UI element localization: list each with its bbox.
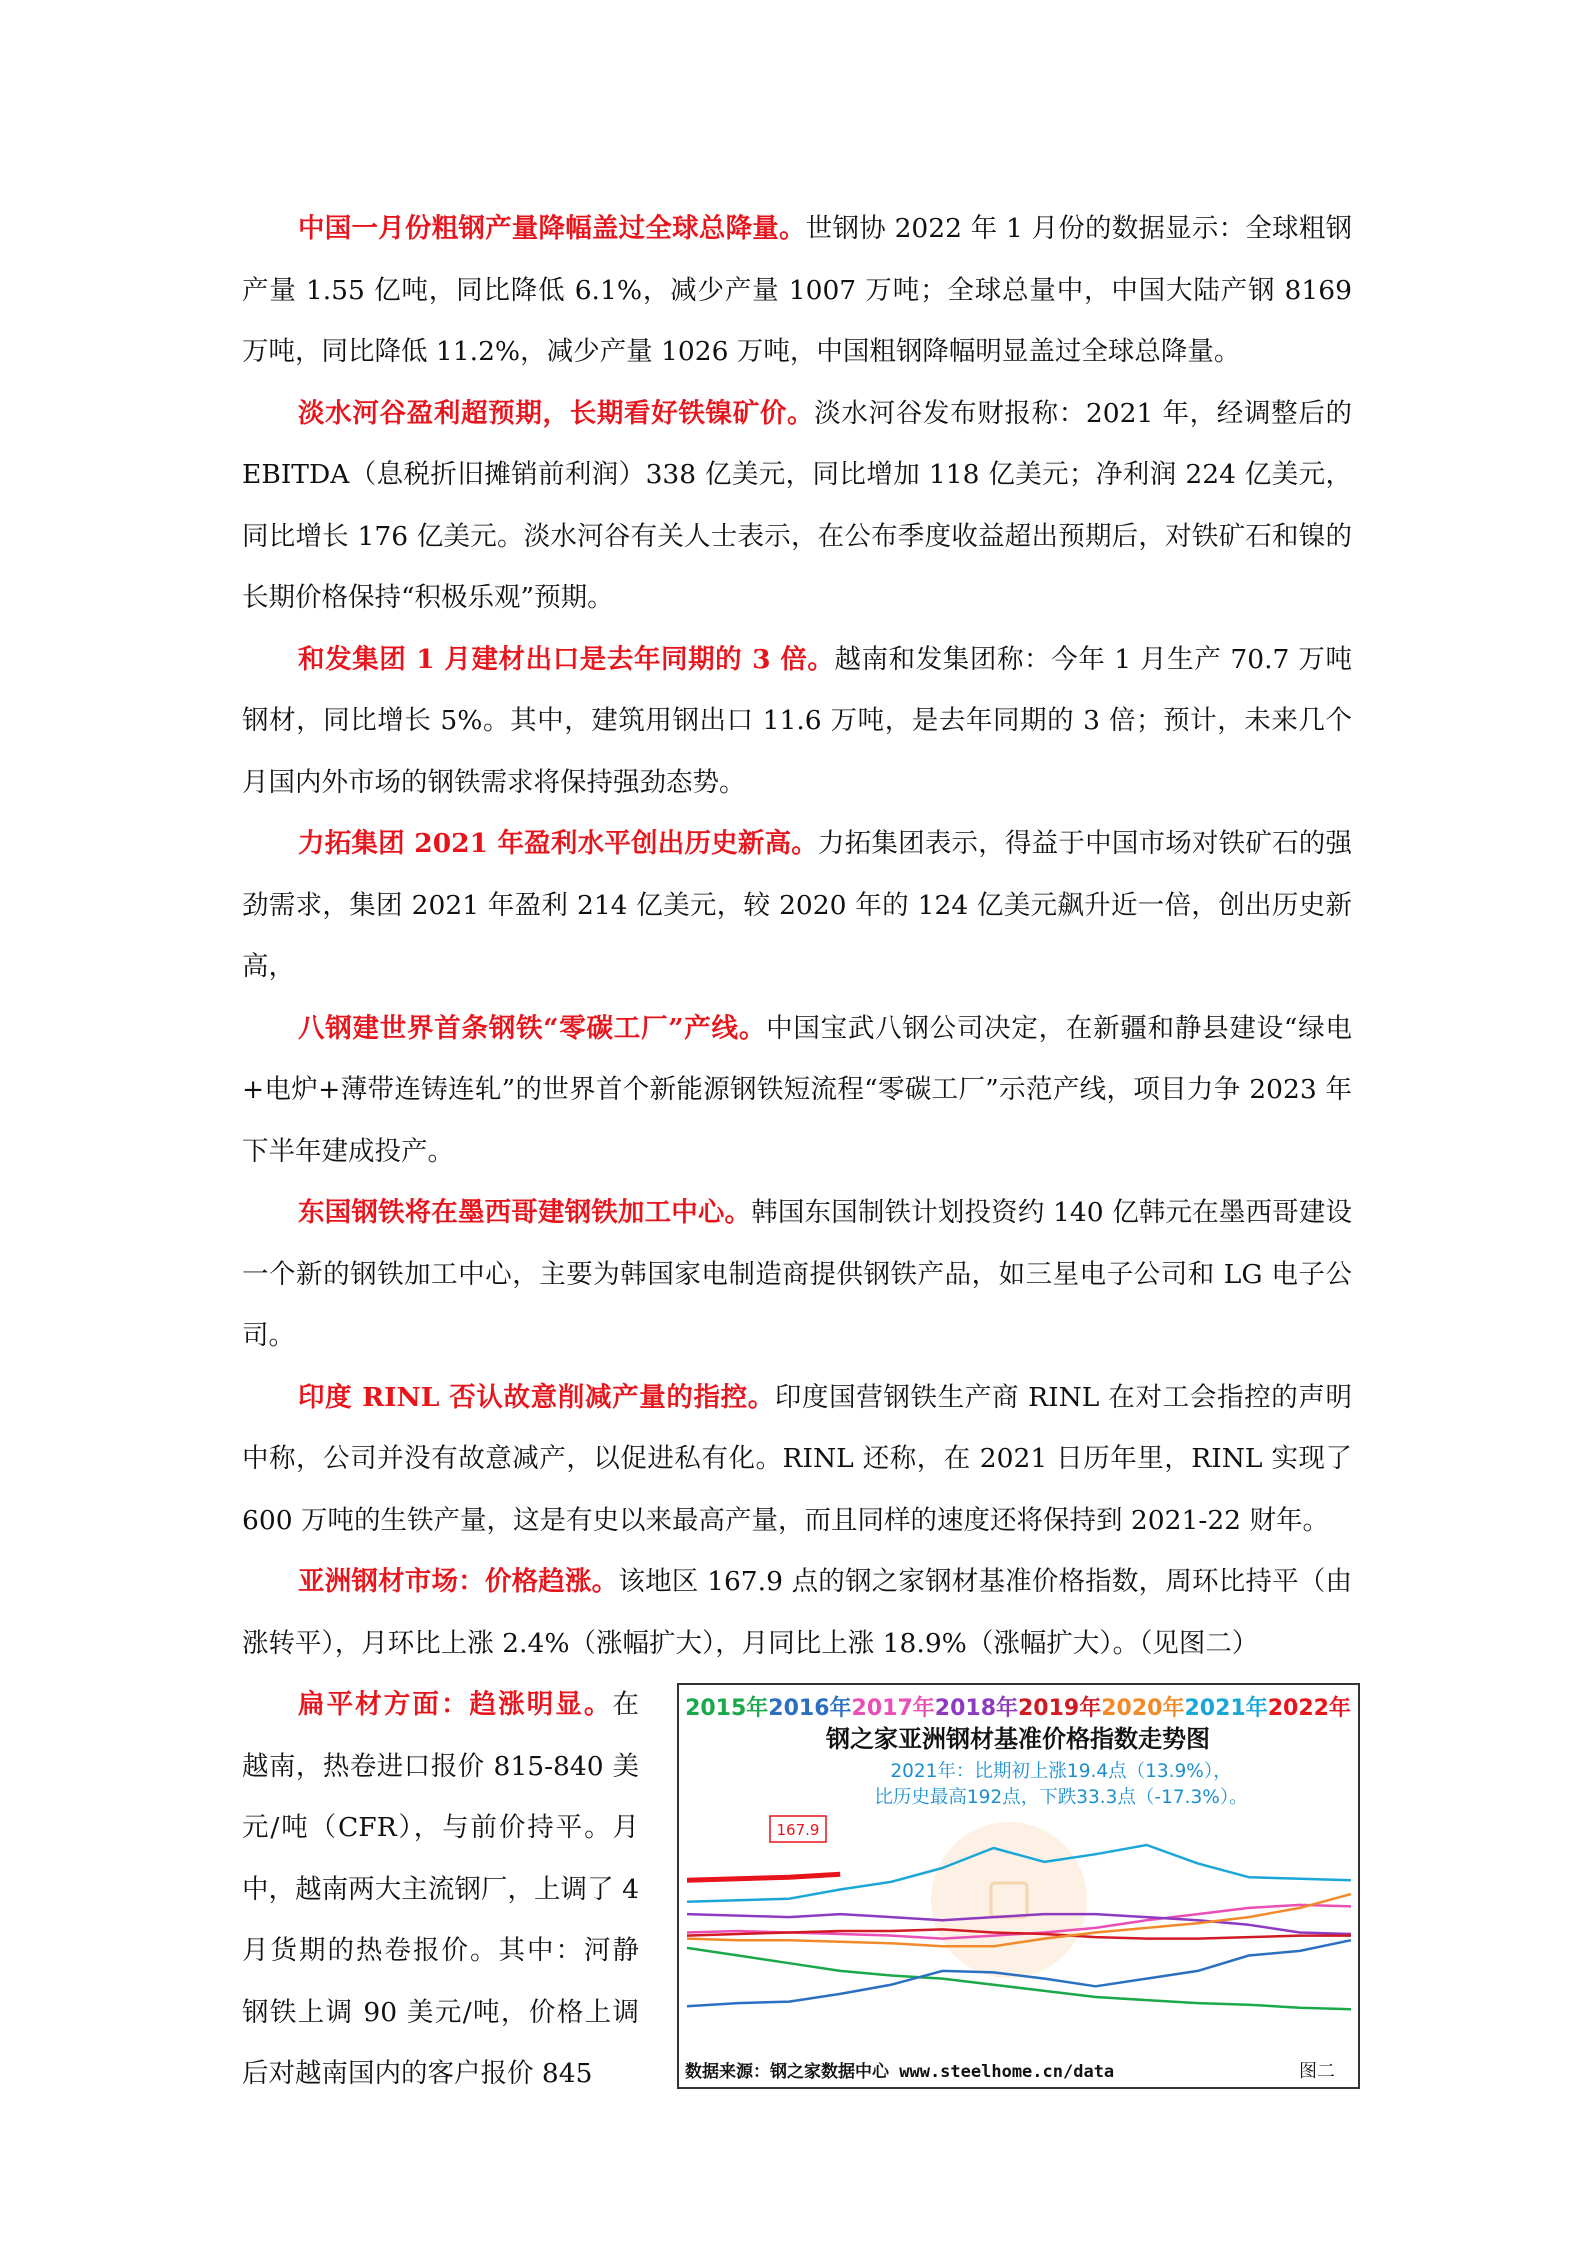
paragraph-headline: 八钢建世界首条钢铁“零碳工厂”产线。 [298, 1012, 767, 1044]
paragraph-headline: 印度 RINL 否认故意削减产量的指控。 [298, 1381, 775, 1413]
news-paragraph [242, 998, 1352, 1183]
paragraph-headline: 亚洲钢材市场：价格趋涨。 [298, 1566, 619, 1597]
legend-entry: 2022年 [1267, 1696, 1351, 1721]
document-body [242, 198, 1352, 2105]
paragraph-headline: 力拓集团 2021 年盈利水平创出历史新高。 [298, 828, 818, 859]
paragraph-text: 世钢协 2022 年 1 月份的数据显示：全球粗钢产量 1.55 亿吨，同比降低 6.1%，减少产量 1007 万吨；全球总量中，中国大陆产钢 8169 万吨，同比降低 11.2%，减少产量 1026 万吨，中国粗钢降幅明显盖过全球总降量。 [242, 213, 1352, 367]
current-value-label: 167.9 [776, 1821, 820, 1839]
news-paragraph [242, 1551, 1352, 1674]
chart-source: 数据来源：钢之家数据中心 www.steelhome.cn/data [685, 2062, 1115, 2082]
chart-legend [685, 1695, 1351, 1721]
paragraph-text: 该地区 167.9 点的钢之家钢材基准价格指数，周环比持平（由涨转平），月环比上涨 2.4%（涨幅扩大），月同比上涨 18.9%（涨幅扩大）。（见图二） [242, 1566, 1353, 1659]
figure-label: 图二 [1299, 2061, 1335, 2082]
paragraph-text: 韩国东国制铁计划投资约 140 亿韩元在墨西哥建设一个新的钢铁加工中心，主要为韩国家电制造商提供钢铁产品，如三星电子公司和 LG 电子公司。 [242, 1197, 1352, 1351]
legend-entry: 2020年 [1101, 1696, 1185, 1721]
news-paragraph [242, 629, 1352, 814]
paragraph-headline: 和发集团 1 月建材出口是去年同期的 3 倍。 [298, 643, 835, 675]
news-paragraph [242, 198, 1352, 383]
paragraph-headline: 东国钢铁将在墨西哥建钢铁加工中心。 [298, 1197, 752, 1228]
legend-entry: 2019年 [1018, 1696, 1102, 1721]
news-paragraph [242, 383, 1352, 629]
paragraph-text: 力拓集团表示，得益于中国市场对铁矿石的强劲需求，集团 2021 年盈利 214 亿美元，较 2020 年的 124 亿美元飙升近一倍，创出历史新高， [242, 828, 1352, 982]
chart-subtitle-line2: 比历史最高192点，下跌33.3点（-17.3%）。 [874, 1787, 1248, 1808]
paragraph-text: 淡水河谷发布财报称：2021 年，经调整后的 EBITDA（息税折旧摊销前利润）338 亿美元，同比增加 118 亿美元；净利润 224 亿美元，同比增长 176 亿美元。淡水河谷有关人士表示，在公布季度收益超出预期后，对铁矿石和镍的长期价格保持“积极乐观”预期。 [242, 397, 1352, 613]
news-paragraph [242, 1367, 1352, 1552]
paragraph-text: 印度国营钢铁生产商 RINL 在对工会指控的声明中称，公司并没有故意减产，以促进私有化。RINL 还称，在 2021 日历年里，RINL 实现了 600 万吨的生铁产量，这是有史以来最高产量，而且同样的速度还将保持到 2021-22 财年。 [242, 1381, 1352, 1536]
legend-entry: 2017年 [851, 1696, 935, 1721]
legend-entry: 2015年 [685, 1696, 769, 1721]
chart-canvas [679, 1685, 1358, 2087]
legend-entry: 2018年 [934, 1696, 1018, 1721]
paragraph-text: 中国宝武八钢公司决定，在新疆和静县建设“绿电+电炉+薄带连铸连轧”的世界首个新能源钢铁短流程“零碳工厂”示范产线，项目力争 2023 年下半年建成投产。 [242, 1012, 1352, 1167]
paragraph-text: 在越南，热卷进口报价 815-840 美元/吨（CFR），与前价持平。月中，越南两大主流钢厂，上调了 4 月货期的热卷报价。其中：河静钢铁上调 90 美元/吨，价格上调后对越南国内的客户报价 845 [242, 1689, 639, 2089]
paragraph-headline: 扁平材方面：趋涨明显。 [298, 1689, 613, 1720]
chart-title: 钢之家亚洲钢材基准价格指数走势图 [826, 1725, 1210, 1753]
paragraph-text: 越南和发集团称：今年 1 月生产 70.7 万吨钢材，同比增长 5%。其中，建筑用钢出口 11.6 万吨，是去年同期的 3 倍；预计，未来几个月国内外市场的钢铁需求将保持强劲态势。 [242, 643, 1352, 798]
legend-entry: 2016年 [768, 1696, 852, 1721]
paragraph-headline: 淡水河谷盈利超预期，长期看好铁镍矿价。 [298, 397, 815, 429]
price-index-chart [677, 1683, 1360, 2089]
watermark-logo [931, 1822, 1087, 1978]
series-line-2022年 [687, 1874, 840, 1880]
chart-subtitle-line1: 2021年：比期初上涨19.4点（13.9%）， [890, 1761, 1232, 1782]
news-paragraph [242, 1182, 1352, 1367]
legend-entry: 2021年 [1184, 1696, 1268, 1721]
news-paragraph [242, 813, 1352, 998]
paragraph-headline: 中国一月份粗钢产量降幅盖过全球总降量。 [298, 213, 806, 244]
